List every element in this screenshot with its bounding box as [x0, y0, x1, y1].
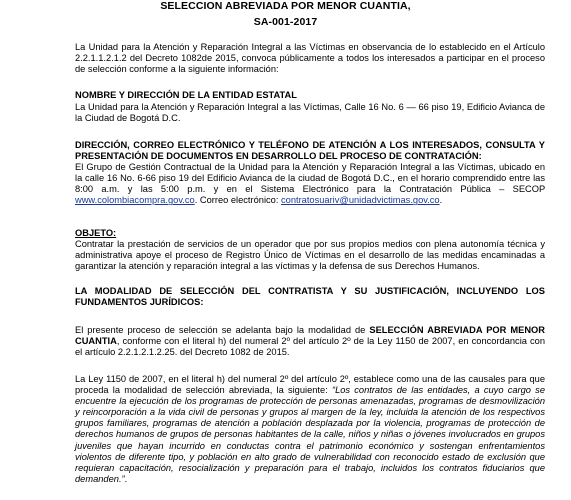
object-title: OBJETO:	[75, 228, 117, 238]
contact-text: El Grupo de Gestión Contractual de la Unidad para la Atención y Reparación Integral a las Víctimas, ubicado en la calle 16 No. 6-66 piso 19 del Edificio Avianca de la ciudad de Bogotá D.C., en el horario comprendido entre las 8:00 a.m. y las 5:00 p.m. y en el Sistema Electrónico para la Contratación Pública – SECOP	[75, 162, 545, 195]
process-code: SA-001-2017	[253, 16, 318, 28]
law-intro: La Ley 1150 de 2007, en el literal h) del numeral 2º del artículo 2º, establece como una de las causales para que proceda la modalidad de selección abreviada, la siguiente:	[75, 374, 545, 396]
law-end: .	[124, 473, 128, 484]
contact-email-label: . Correo electrónico:	[194, 195, 281, 206]
modality-paragraph-1	[75, 325, 545, 358]
modality-bold: SELECCIÓN ABREVIADA POR MENOR CUANTIA	[75, 325, 545, 347]
law-quote: “Los contratos de las entidades, a cuyo cargo se encuentre la ejecución de los programas de protección de personas amenazadas, programas de desmovilización y reincorporación a la vida civil de personas y grupos al margen de la ley, incluida la atención de los respectivos grupos familiares, programas de atención a población desplazada por la violencia, programas de protección de derechos humanos de grupos de personas habitantes de la calle, niños y niñas o jóvenes involucrados en grupos juveniles que hayan incurrido en conductas contra el patrimonio económico y sostengan enfrentamientos violentos de diferente tipo, y población en alto grado de vulnerabilidad con reconocido estado de exclusión que requieran capacitación, resocialización y preparación para el trabajo, incluidos los contratos fiduciarios que demanden.”	[75, 385, 545, 484]
section-contact-body	[75, 162, 545, 206]
secop-link[interactable]: www.colombiacompra.gov.co	[75, 195, 195, 206]
modality-text-a: El presente proceso de selección se adelanta bajo la modalidad de	[75, 325, 370, 335]
section-object-title	[75, 228, 545, 239]
section-entity-body: La Unidad para la Atención y Reparación Integral a las Víctimas, Calle 16 No. 6 — 66 piso 19, Edificio Avianca de la Ciudad de Bogotá D.C.	[75, 102, 545, 124]
modality-text-b: , conforme con el literal h) del numeral 2º del artículo 2º de la Ley 1150 de 2007, en concordancia con el artículo 2.2.1.2.1.2.25. del Decreto 1082 de 2015.	[75, 336, 545, 358]
section-entity-title: NOMBRE Y DIRECCIÓN DE LA ENTIDAD ESTATAL	[75, 90, 297, 100]
contact-end: .	[439, 195, 443, 206]
section-object-body: Contratar la prestación de servicios de un operador que por sus propios medios con plena autonomía técnica y administrativa apoye el proceso de Registro Único de Víctimas en el desarrollo de las medidas encaminadas a garantizar la atención y reparación integral a las víctimas y la defensa de sus Derechos Humanos.	[75, 239, 545, 272]
contact-email-link[interactable]: contratosuariv@unidadvictimas.gov.co	[281, 195, 440, 206]
document-title: SELECCION ABREVIADA POR MENOR CUANTIA,	[160, 0, 411, 12]
section-modality-title: LA MODALIDAD DE SELECCIÓN DEL CONTRATISTA Y SU JUSTIFICACIÓN, INCLUYENDO LOS FUNDAMENTOS JURÍDICOS:	[75, 286, 545, 308]
modality-paragraph-2	[75, 374, 545, 485]
intro-paragraph: La Unidad para la Atención y Reparación Integral a las Víctimas en observancia de lo establecido en el Artículo 2.2.1.1.2.1.2 del Decreto 1082de 2015, convoca públicamente a todos los interesados a participar en el proceso de selección conforme a la siguiente información:	[75, 42, 545, 75]
section-contact-title: DIRECCIÓN, CORREO ELECTRÓNICO Y TELÉFONO DE ATENCIÓN A LOS INTERESADOS, CONSULTA Y PRESENTACIÓN DE DOCUMENTOS EN DESARROLLO DEL PROCESO DE CONTRATACIÓN:	[75, 140, 545, 162]
